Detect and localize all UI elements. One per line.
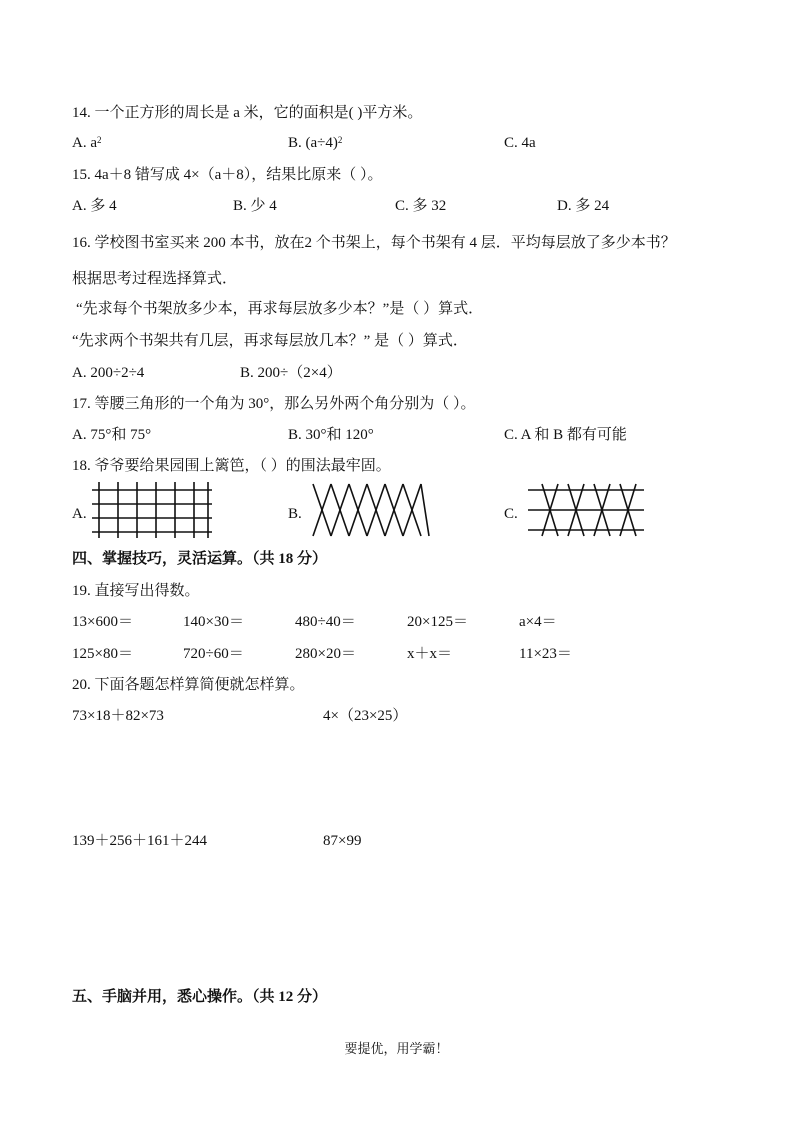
q18-option-c-label[interactable]: C. [504,506,518,522]
q14-option-b-exponent: 2 [337,135,343,145]
q19-item: a×4＝ [519,614,557,630]
q18-option-a-label[interactable]: A. [72,506,87,522]
q19-stem: 19. 直接写出得数。 [72,583,200,599]
q15-option-a[interactable]: A. 多 4 [72,198,117,214]
q14-option-a-text: A. a [72,135,97,151]
q15-stem: 15. 4a＋8 错写成 4×（a＋8），结果比原来（ ）。 [72,167,383,183]
q19-item: x＋x＝ [407,646,453,662]
q20-item: 139＋256＋161＋244 [72,833,208,849]
q19-item: 140×30＝ [183,614,244,630]
q16-line2: “先求两个书架共有几层，再求每层放几本？” 是（ ）算式． [72,333,468,349]
q20-stem: 20. 下面各题怎样算简便就怎样算。 [72,677,305,693]
q19-item: 13×600＝ [72,614,133,630]
q16-instruction: 根据思考过程选择算式． [72,271,238,287]
q15-option-b[interactable]: B. 少 4 [233,198,277,214]
q14-option-c[interactable]: C. 4a [504,135,536,151]
q15-option-c[interactable]: C. 多 32 [395,198,447,214]
q18-fence-b-diagonal-figure [311,482,431,538]
q18-stem: 18. 爷爷要给果园围上篱笆，（ ）的围法最牢固。 [72,458,391,474]
q17-option-a[interactable]: A. 75°和 75° [72,427,152,443]
q19-item: 280×20＝ [295,646,356,662]
q17-stem: 17. 等腰三角形的一个角为 30°，那么另外两个角分别为（ ）。 [72,396,476,412]
q17-option-b[interactable]: B. 30°和 120° [288,427,374,443]
q14-option-b[interactable] [288,134,342,152]
q19-item: 11×23＝ [519,646,572,662]
q20-item: 87×99 [323,833,362,849]
q18-fence-a-grid-figure [92,482,212,542]
page-footer: 要提优，用学霸！ [344,1041,449,1056]
q19-item: 720÷60＝ [183,646,244,662]
q20-item: 4×（23×25） [323,708,408,724]
q14-stem: 14. 一个正方形的周长是 a 米，它的面积是( )平方米。 [72,105,423,121]
q16-stem: 16. 学校图书室买来 200 本书，放在2 个书架上，每个书架有 4 层．平均每层放了多少本书？ [72,235,676,251]
q19-item: 480÷40＝ [295,614,356,630]
q14-option-b-text: B. (a÷4) [288,135,338,151]
q20-item: 73×18＋82×73 [72,708,164,724]
q17-option-c[interactable]: C. A 和 B 都有可能 [504,427,627,443]
section-4-title: 四、掌握技巧，灵活运算。（共 18 分） [72,551,328,567]
q18-fence-c-mixed-figure [528,482,644,538]
q19-item: 125×80＝ [72,646,133,662]
q16-option-b[interactable]: B. 200÷（2×4） [240,365,342,381]
q18-option-b-label[interactable]: B. [288,506,302,522]
q19-item: 20×125＝ [407,614,468,630]
section-5-title: 五、手脑并用，悉心操作。（共 12 分） [72,989,328,1005]
q15-option-d[interactable]: D. 多 24 [557,198,610,214]
q16-line1: “先求每个书架放多少本，再求每层放多少本？”是（ ）算式． [76,301,484,317]
q14-option-a-exponent: 2 [97,135,102,145]
q16-option-a[interactable]: A. 200÷2÷4 [72,365,145,381]
q14-option-a[interactable] [72,134,102,152]
